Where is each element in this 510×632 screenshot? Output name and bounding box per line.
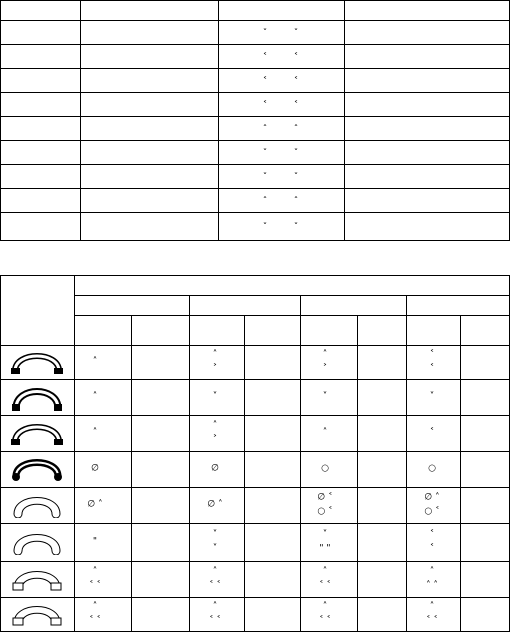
tube-bend-open-icon (11, 529, 63, 555)
table-2-mark: ˂ ˂ (319, 615, 331, 626)
table-2-mark: ○ (321, 463, 329, 474)
table-1-vline (218, 0, 219, 241)
table-2-hline (0, 275, 510, 276)
table-2-mark: ˅ (212, 529, 218, 540)
table-2-mark: ˅ (212, 543, 218, 554)
table-1-mark: ˇ (262, 28, 268, 39)
table-1-mark: ˂ (262, 100, 268, 111)
table-2-mark: ˂ ˂ (209, 615, 221, 626)
table-1-mark: ˆ (293, 124, 299, 135)
table-1-mark: ˂ (293, 76, 299, 87)
table-1-vline (80, 0, 81, 241)
table-2-mark: ˄ (92, 601, 98, 612)
tube-bend-banded-icon (11, 566, 63, 592)
table-1-mark: ˂ (293, 100, 299, 111)
table-2 (0, 275, 510, 632)
table-2-hline (0, 415, 510, 416)
table-2-sub-vline (131, 315, 132, 632)
table-1-hline (0, 212, 510, 213)
table-2-mark: ○ ˂ (424, 506, 440, 517)
table-1-hline (0, 44, 510, 45)
table-2-mark: ∅ ˄ (87, 499, 103, 510)
tube-bend-dark-ends-icon (11, 349, 63, 375)
table-2-mark: ∅ ˄ (424, 492, 440, 503)
table-2-mark: ˂ (429, 529, 435, 540)
table-1-mark: ˆ (262, 124, 268, 135)
tube-bend-banded-icon (11, 601, 63, 627)
table-2-hline (0, 561, 510, 562)
table-2-hline (0, 487, 510, 488)
table-1-hline (0, 188, 510, 189)
table-2-group-vline (300, 295, 301, 632)
table-1-mark: ˇ (293, 222, 299, 233)
table-2-mark: ˄ (322, 566, 328, 577)
table-2-mark: ˂ ˂ (89, 615, 101, 626)
table-1 (0, 0, 510, 242)
table-2-mark: ˄ (322, 427, 328, 438)
table-2-mark: ˂ (429, 427, 435, 438)
table-1-mark: ˇ (262, 172, 268, 183)
table-2-mark: ˃ (322, 363, 328, 374)
table-1-mark: ˇ (293, 172, 299, 183)
table-2-mark: ∅ ˂ (317, 492, 333, 503)
table-2-mark: ˄ (92, 427, 98, 438)
tube-bend-open-icon (11, 492, 63, 518)
table-2-mark: ˂ (429, 543, 435, 554)
table-2-mark: ˄ (429, 566, 435, 577)
table-2-sub-vline (244, 315, 245, 632)
table-2-mark: ˄ (212, 601, 218, 612)
table-2-mark: ˄ (322, 601, 328, 612)
table-2-sub-vline (460, 315, 461, 632)
table-2-mark: ˂ ˂ (319, 580, 331, 591)
table-2-mark: ˃ (212, 434, 218, 445)
table-2-group-vline (406, 295, 407, 632)
table-1-hline (0, 116, 510, 117)
table-2-mark: " " (319, 543, 331, 554)
table-1-hline (0, 240, 510, 241)
table-2-mark: ˄ ˄ (426, 580, 438, 591)
table-2-mark: ˅ (322, 529, 328, 540)
table-2-hline (74, 315, 510, 316)
table-1-mark: ˇ (293, 28, 299, 39)
table-2-hline (0, 451, 510, 452)
table-2-mark: ○ ˂ (317, 506, 333, 517)
table-2-mark: ˄ (92, 566, 98, 577)
table-2-hline (0, 345, 510, 346)
table-1-hline (0, 0, 510, 1)
table-2-mark: ˅ (212, 391, 218, 402)
table-1-hline (0, 20, 510, 21)
table-2-mark: ˂ (429, 349, 435, 360)
tube-bend-dark-dots-icon (11, 456, 63, 482)
table-2-mark: ˄ (212, 420, 218, 431)
table-2-hline (0, 523, 510, 524)
table-1-vline (0, 0, 1, 241)
table-2-mark: ˄ (429, 601, 435, 612)
table-2-mark: ˃ (212, 363, 218, 374)
table-1-hline (0, 140, 510, 141)
tube-bend-dark-down-icon (11, 384, 63, 410)
table-1-mark: ˂ (262, 76, 268, 87)
table-1-hline (0, 92, 510, 93)
table-2-vline (0, 275, 1, 632)
table-1-mark: ˆ (262, 196, 268, 207)
table-2-mark: ˂ ˂ (426, 615, 438, 626)
table-1-mark: ˂ (262, 52, 268, 63)
table-2-hline (0, 597, 510, 598)
table-2-mark: ˂ ˂ (209, 580, 221, 591)
table-2-hline (74, 295, 510, 296)
table-2-mark: ˄ (322, 349, 328, 360)
table-1-vline (344, 0, 345, 241)
table-1-mark: ˇ (293, 148, 299, 159)
table-2-mark: ∅ ˄ (207, 499, 223, 510)
tube-bend-dark-ends-icon (11, 420, 63, 446)
table-2-mark: ˄ (92, 356, 98, 367)
table-2-mark: ˄ (92, 391, 98, 402)
table-1-mark: ˇ (262, 222, 268, 233)
table-2-hline (0, 379, 510, 380)
table-2-mark: ˅ (429, 391, 435, 402)
table-1-hline (0, 164, 510, 165)
table-2-mark: ˄ (212, 349, 218, 360)
table-2-group-vline (189, 295, 190, 632)
table-2-mark: ˂ ˂ (89, 580, 101, 591)
table-2-mark: ˂ (429, 363, 435, 374)
table-1-hline (0, 68, 510, 69)
table-2-sub-vline (357, 315, 358, 632)
table-2-mark: ∅ (211, 463, 219, 474)
table-2-mark: ∅ (91, 463, 99, 474)
table-2-vline (74, 275, 75, 632)
table-1-mark: ˇ (262, 148, 268, 159)
table-2-mark: " (92, 536, 98, 547)
table-2-mark: ˄ (212, 566, 218, 577)
table-1-mark: ˆ (293, 196, 299, 207)
table-2-mark: ○ (428, 463, 436, 474)
table-2-mark: ˅ (322, 391, 328, 402)
table-1-mark: ˂ (293, 52, 299, 63)
